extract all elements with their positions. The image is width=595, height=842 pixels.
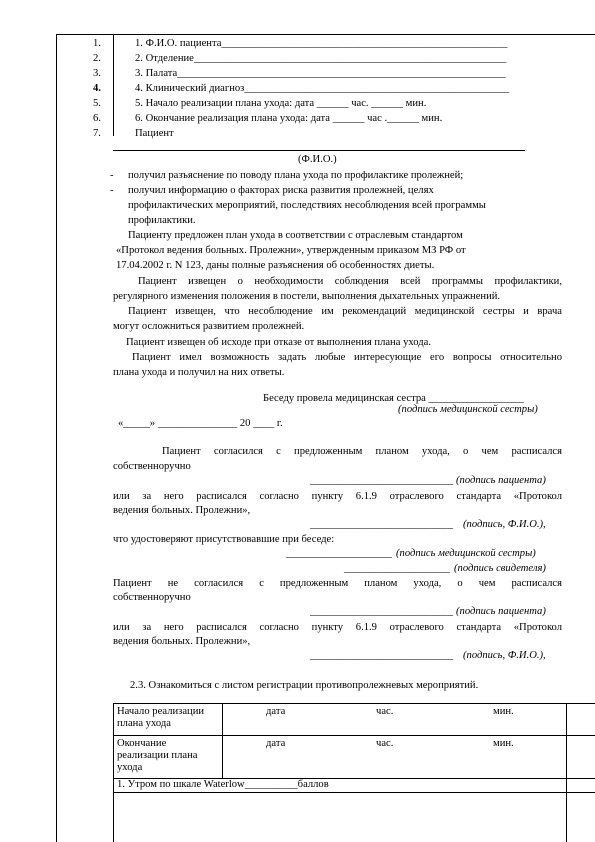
row-label: плана ухода	[117, 718, 171, 730]
row-number: 2.	[93, 53, 101, 64]
paragraph-line: могут осложниться развитием пролежней.	[113, 321, 305, 332]
paragraph-line: Пациент не согласился с предложенным планом ухода, о чем расписался	[113, 578, 562, 589]
table-line	[113, 735, 595, 736]
proxy-signature-caption: (подпись, Ф.И.О.),	[463, 650, 546, 661]
table-line	[222, 703, 223, 778]
nurse-signature-caption: (подпись медицинской сестры)	[398, 404, 538, 415]
paragraph-line: плана ухода и получил на них ответы.	[113, 367, 285, 378]
column-divider	[113, 34, 114, 136]
bullet-marker: -	[110, 170, 114, 181]
proxy-signature-line[interactable]: ___________________________	[310, 519, 454, 530]
paragraph-line: Пациенту предложен план ухода в соответствии с отраслевым стандартом	[128, 230, 463, 241]
field-diagnosis[interactable]: 4. Клинический диагноз__________________________________________________	[135, 83, 510, 94]
proxy-signature-caption: (подпись, Ф.И.О.),	[463, 519, 546, 530]
cell-date[interactable]: дата	[266, 706, 286, 717]
paragraph-line: или за него расписался согласно пункту 6.1.9 отраслевого стандарта «Протокол	[113, 491, 562, 502]
paragraph-line: или за него расписался согласно пункту 6.1.9 отраслевого стандарта «Протокол	[113, 622, 562, 633]
witness-line: что удостоверяют присутствовавшие при беседе:	[113, 534, 335, 545]
row-number: 3.	[93, 68, 101, 79]
field-care-start[interactable]: 5. Начало реализации плана ухода: дата ______ час. ______ мин.	[135, 98, 427, 109]
field-patient-label: Пациент	[135, 128, 174, 139]
paragraph-line: Пациент извещен о необходимости соблюдения всей программы профилактики,	[138, 276, 562, 287]
nurse-signature-line[interactable]: ____________________	[286, 548, 392, 559]
outcome-line: Пациент извещен об исходе при отказе от выполнения плана ухода.	[126, 337, 431, 348]
bullet-marker: -	[110, 185, 114, 196]
patient-signature-caption: (подпись пациента)	[456, 606, 546, 617]
field-ward[interactable]: 3. Палата______________________________________________________________	[135, 68, 506, 79]
paragraph-line: ведения больных. Пролежни»,	[113, 636, 251, 647]
row-number: 4.	[93, 83, 101, 94]
field-patient-name[interactable]: 1. Ф.И.О. пациента______________________________________________________	[135, 38, 508, 49]
witness-signature-line[interactable]: ____________________	[344, 563, 450, 574]
cell-hour[interactable]: час.	[376, 706, 394, 717]
table-line	[566, 703, 567, 842]
row-number: 5.	[93, 98, 101, 109]
top-border	[56, 34, 595, 35]
table-line	[113, 792, 595, 793]
fio-caption: (Ф.И.О.)	[298, 154, 337, 165]
paragraph-line: собственноручно	[113, 461, 191, 472]
field-department[interactable]: 2. Отделение___________________________________________________________	[135, 53, 507, 64]
row-label: ухода	[117, 762, 143, 774]
cell-min[interactable]: мин.	[493, 706, 514, 717]
row-label: Начало реализации	[117, 706, 205, 717]
row-number: 6.	[93, 113, 101, 124]
cell-hour[interactable]: час.	[376, 738, 394, 749]
patient-signature-line[interactable]: ___________________________	[310, 475, 454, 486]
patient-signature-caption: (подпись пациента)	[456, 475, 546, 486]
paragraph-line: «Протокол ведения больных. Пролежни», утвержденным приказом МЗ РФ от	[116, 245, 466, 256]
row-number: 7.	[93, 128, 101, 139]
conducted-line[interactable]: Беседу провела медицинская сестра __________________	[263, 393, 524, 404]
bullet-text: получил разъяснение по поводу плана ухода по профилактике пролежней;	[128, 170, 464, 181]
patient-signature-line[interactable]: ___________________________	[310, 606, 454, 617]
fio-line[interactable]	[113, 150, 525, 151]
paragraph-line: регулярного изменения положения в постели, выполнения дыхательных упражнений.	[113, 291, 501, 302]
paragraph-line: ведения больных. Пролежни»,	[113, 505, 251, 516]
paragraph-line: Пациент извещен, что несоблюдение им рекомендаций медицинской сестры и врача	[128, 306, 562, 317]
field-care-end[interactable]: 6. Окончание реализация плана ухода: дата ______ час .______ мин.	[135, 113, 443, 124]
proxy-signature-line[interactable]: ___________________________	[310, 650, 454, 661]
table-line	[113, 703, 114, 842]
row-number: 1.	[93, 38, 101, 49]
left-border	[56, 34, 57, 842]
bullet-text: профилактики.	[128, 215, 196, 226]
table-row	[117, 738, 197, 775]
nurse-signature-caption: (подпись медицинской сестры)	[396, 548, 536, 559]
waterlow-row[interactable]: 1. Утром по шкале Waterlow__________баллов	[117, 779, 329, 790]
row-label: реализации плана	[117, 750, 198, 762]
paragraph-line: Пациент имел возможность задать любые интересующие его вопросы относительно	[132, 352, 562, 363]
date-line[interactable]: «_____» _______________ 20 ____ г.	[118, 418, 283, 429]
section-heading: 2.3. Ознакомиться с листом регистрации противопролежневых мероприятий.	[130, 680, 479, 691]
bullet-text: получил информацию о факторах риска развития пролежней, целях	[128, 185, 434, 196]
cell-date[interactable]: дата	[266, 738, 286, 749]
paragraph-line: 17.04.2002 г. N 123, даны полные разъяснения об особенностях диеты.	[116, 260, 435, 271]
row-label: Окончание	[117, 738, 167, 749]
bullet-text: профилактических мероприятий, последствиях несоблюдения всей программы	[128, 200, 486, 211]
cell-min[interactable]: мин.	[493, 738, 514, 749]
table-line	[113, 703, 595, 704]
witness-signature-caption: (подпись свидетеля)	[454, 563, 546, 574]
paragraph-line: Пациент согласился с предложенным планом ухода, о чем расписался	[162, 446, 562, 457]
paragraph-line: собственноручно	[113, 592, 191, 603]
table-row	[117, 706, 204, 730]
